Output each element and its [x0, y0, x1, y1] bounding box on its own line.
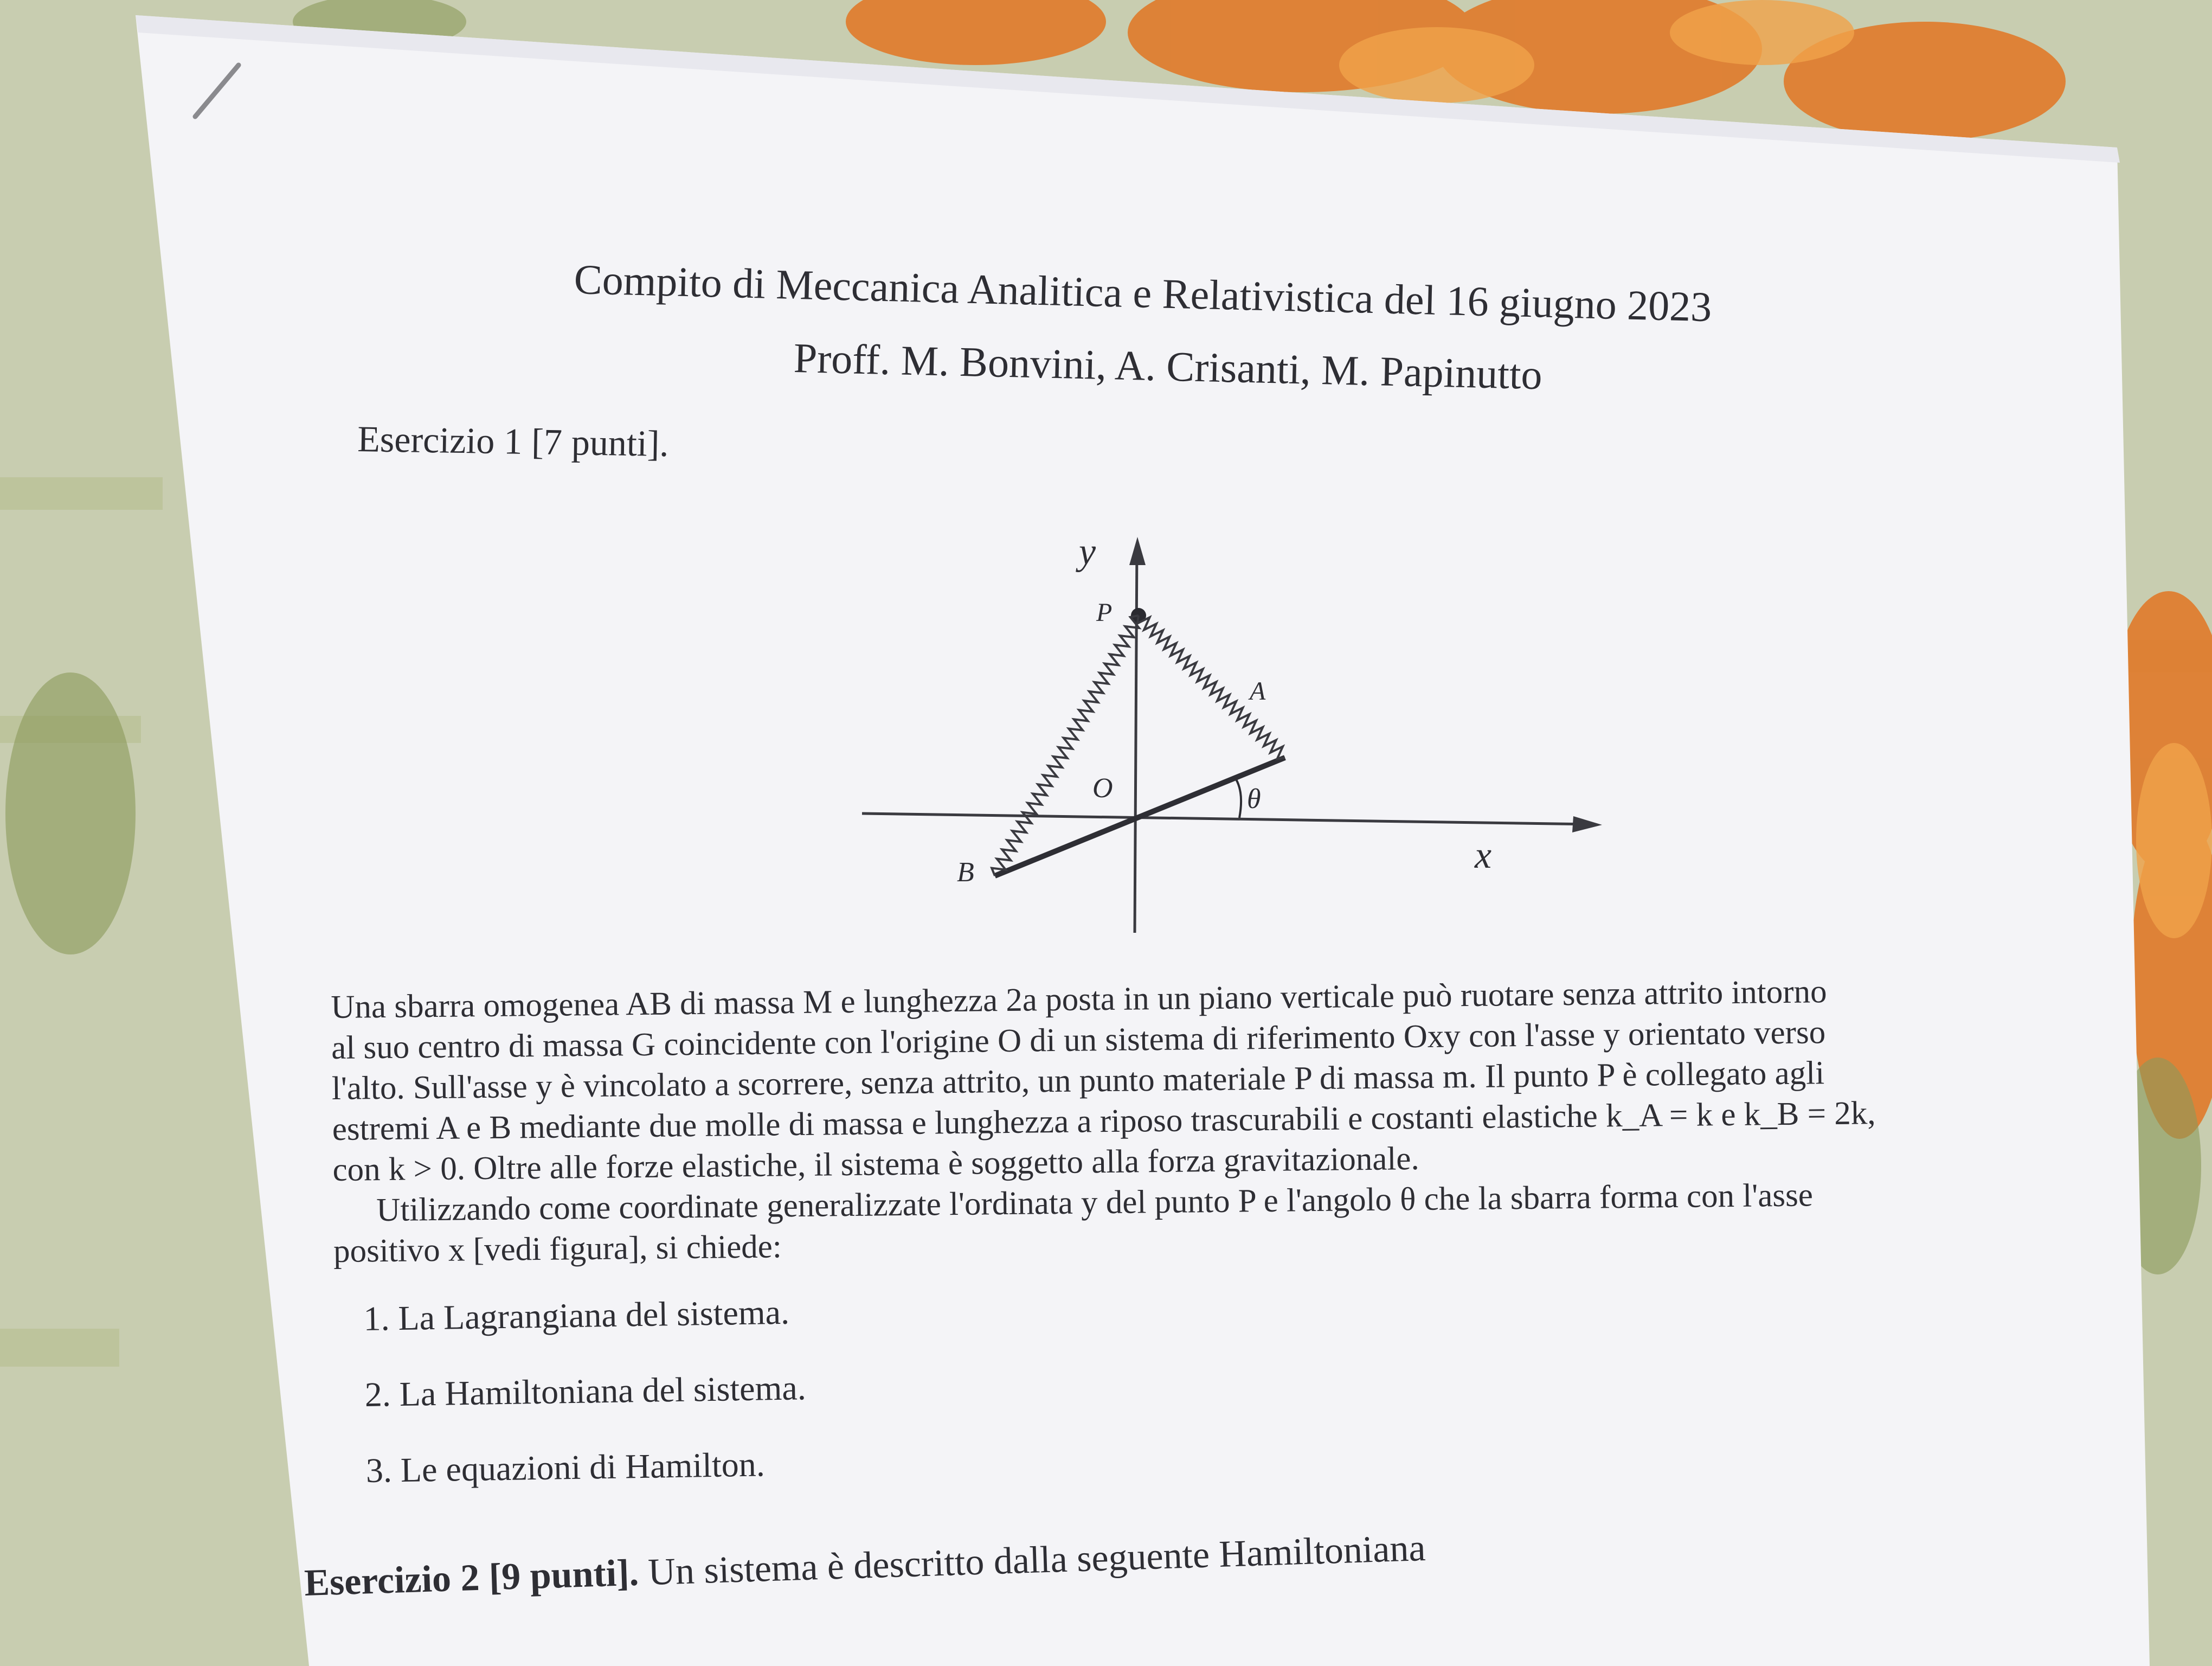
- exercise1-label: Esercizio 1 [7 punti].: [357, 418, 669, 465]
- paragraph1-line4: estremi A e B mediante due molle di massa e lunghezza a riposo trascurabili e costanti elastiche k_A = k e k_B = 2k,: [332, 1095, 1876, 1148]
- x-axis-arrow: [1572, 816, 1602, 832]
- label-x: x: [1475, 835, 1492, 876]
- paragraph2-line1: Utilizzando come coordinate generalizzate l'ordinata y del punto P e l'angolo θ che la sbarra forma con l'asse: [376, 1177, 1814, 1229]
- paragraph1-line2: al suo centro di massa G coincidente con l'origine O di un sistema di riferimento Oxy con l'asse y orientato verso: [331, 1014, 1826, 1066]
- paragraph1-line1: Una sbarra omogenea AB di massa M e lunghezza 2a posta in un piano verticale può ruotare senza attrito intorno: [331, 973, 1827, 1026]
- question-3: 3. Le equazioni di Hamilton.: [365, 1445, 766, 1490]
- question-1: 1. La Lagrangiana del sistema.: [363, 1292, 790, 1338]
- authors-line: Proff. M. Bonvini, A. Crisanti, M. Papinutto: [793, 334, 1543, 399]
- exercise2-text: Un sistema è descritto dalla seguente Hamiltoniana: [647, 1527, 1426, 1594]
- theta-arc: [1235, 778, 1241, 818]
- label-o: O: [1092, 773, 1113, 804]
- y-axis: [1135, 548, 1137, 933]
- label-a: A: [1250, 677, 1266, 706]
- page-title: Compito di Meccanica Analitica e Relativistica del 16 giugno 2023: [573, 255, 1713, 331]
- y-axis-arrow: [1129, 537, 1146, 565]
- exercise1-figure: [846, 521, 1616, 944]
- label-y: y: [1079, 531, 1096, 573]
- question-2: 2. La Hamiltoniana del sistema.: [364, 1368, 807, 1414]
- spring-pb: [992, 616, 1139, 876]
- label-theta: θ: [1247, 784, 1261, 815]
- label-b: B: [957, 857, 974, 888]
- label-p: P: [1096, 598, 1113, 627]
- paragraph1-line5: con k > 0. Oltre alle forze elastiche, il sistema è soggetto alla forza gravitazionale.: [332, 1140, 1419, 1188]
- paragraph2-line2: positivo x [vedi figura], si chiede:: [333, 1228, 782, 1270]
- questions-list: [363, 1292, 808, 1527]
- exercise2: [304, 1527, 1426, 1605]
- paragraph1-line3: l'alto. Sull'asse y è vincolato a scorrere, senza attrito, un punto materiale P di massa m. Il punto P è collegato agli: [331, 1055, 1825, 1107]
- x-axis: [862, 813, 1594, 824]
- exercise2-label: Esercizio 2 [9 punti].: [304, 1552, 640, 1604]
- exercise1-text: [331, 969, 2057, 1272]
